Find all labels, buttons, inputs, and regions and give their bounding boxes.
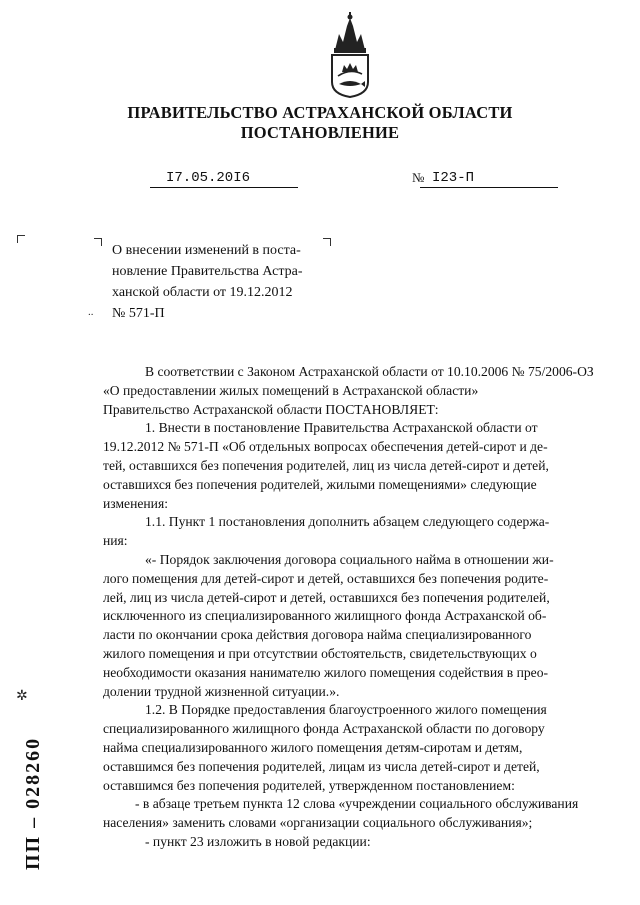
body-line: найма специализированного жилого помещения детям-сиротам и детям, — [103, 739, 523, 755]
body-line: - в абзаце третьем пункта 12 слова «учреждении социального обслуживания — [135, 796, 579, 812]
document-type-title: ПОСТАНОВЛЕНИЕ — [240, 123, 400, 142]
margin-dots: .. — [88, 306, 94, 318]
body-line: оставшихся без попечения родителей, жилыми помещениями» следующие — [103, 476, 537, 492]
body-line: необходимости оказания нанимателю жилого помещения содействия в прео- — [103, 664, 549, 680]
serial-number-stamp — [8, 690, 54, 875]
astrakhan-coat-of-arms-icon — [325, 12, 375, 98]
body-line: изменения: — [103, 495, 168, 511]
serial-number: ПП – 028260 — [22, 736, 44, 870]
corner-mark-left — [17, 235, 25, 243]
body-line: ласти по окончании срока действия договора найма специализированного — [103, 627, 532, 643]
document-number-label: № — [412, 170, 425, 185]
date-underline — [150, 187, 298, 188]
body-line: 1.1. Пункт 1 постановления дополнить абзацем следующего содержа- — [145, 514, 550, 530]
number-underline — [420, 187, 558, 188]
asterisk-mark-icon: ✲ — [16, 689, 28, 704]
document-number: I23-П — [432, 170, 475, 186]
document-date: I7.05.20I6 — [166, 170, 251, 186]
body-line: «- Порядок заключения договора социального найма в отношении жи- — [145, 551, 554, 567]
document-subject — [112, 240, 328, 324]
body-line: Правительство Астраханской области ПОСТАНОВЛЯЕТ: — [103, 401, 439, 417]
body-line: - пункт 23 изложить в новой редакции: — [145, 833, 371, 849]
subject-line: новление Правительства Астра- — [112, 264, 303, 279]
corner-mark-subject-left — [94, 238, 102, 246]
body-line: жилого помещения и при отсутствии обстоятельств, свидетельствующих о — [103, 645, 537, 661]
government-title: ПРАВИТЕЛЬСТВО АСТРАХАНСКОЙ ОБЛАСТИ — [127, 103, 513, 122]
subject-line: № 571-П — [112, 306, 165, 321]
body-line: оставшимся без попечения родителей, лицам из числа детей-сирот и детей, — [103, 758, 540, 774]
body-line: долении трудной жизненной ситуации.». — [103, 683, 340, 699]
body-line: исключенного из специализированного жилищного фонда Астраханской об- — [103, 608, 547, 624]
body-line: 1.2. В Порядке предоставления благоустроенного жилого помещения — [145, 702, 547, 718]
document-body — [103, 363, 606, 852]
body-line: лого помещения для детей-сирот и детей, оставшихся без попечения родите- — [103, 570, 549, 586]
body-line: специализированного жилищного фонда Астраханской области по договору — [103, 721, 545, 737]
body-line: 1. Внести в постановление Правительства Астраханской области от — [145, 420, 538, 436]
subject-line: ханской области от 19.12.2012 — [112, 285, 293, 300]
body-line: 19.12.2012 № 571-П «Об отдельных вопросах обеспечения детей-сирот и де- — [103, 439, 548, 455]
body-line: ния: — [103, 533, 128, 549]
body-line: В соответствии с Законом Астраханской области от 10.10.2006 № 75/2006-ОЗ — [145, 364, 594, 379]
body-line: «О предоставлении жилых помещений в Астраханской области» — [103, 382, 479, 398]
body-line: оставшимся без попечения родителей, утвержденном постановлением: — [103, 777, 515, 793]
body-line: тей, оставшихся без попечения родителей, лиц из числа детей-сирот и детей, — [103, 457, 549, 473]
subject-line: О внесении изменений в поста- — [112, 243, 301, 258]
body-line: лей, лиц из числа детей-сирот и детей, оставшихся без попечения родителей, — [103, 589, 550, 605]
body-line: населения» заменить словами «организации социального обслуживания»; — [103, 815, 533, 831]
